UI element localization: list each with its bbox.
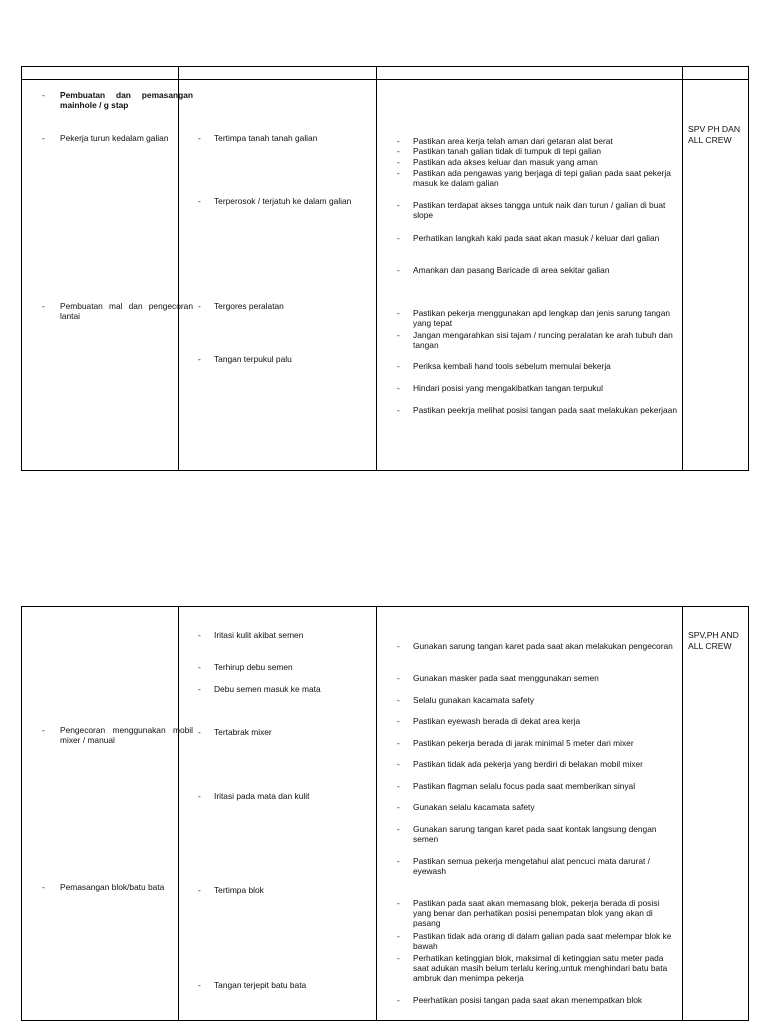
bullet: - xyxy=(397,953,400,963)
control-text: Gunakan masker pada saat menggunakan semen xyxy=(413,673,599,683)
control-text: Pastikan peekrja melihat posisi tangan pada saat melakukan pekerjaan xyxy=(413,405,677,415)
bullet: - xyxy=(397,695,400,705)
bullet: - xyxy=(198,630,201,640)
hazard-text: Tertimpa blok xyxy=(214,885,264,895)
bullet: - xyxy=(198,791,201,801)
bullet: - xyxy=(397,738,400,748)
bullet: - xyxy=(397,383,400,393)
bullet: - xyxy=(397,898,400,908)
bullet: - xyxy=(198,354,201,364)
control-text: Jangan mengarahkan sisi tajam / runcing peralatan ke arah tubuh dan tangan xyxy=(413,330,673,351)
responsible-party: SPV PH DAN ALL CREW xyxy=(688,124,741,145)
control-text: Pastikan semua pekerja mengetahui alat pencuci mata darurat / eyewash xyxy=(413,856,650,877)
control-text: Pastikan pada saat akan memasang blok, pekerja berada di posisi yang benar dan perhatikan posisi penempatan blok yang akan di pasang xyxy=(413,898,660,929)
control-text: Amankan dan pasang Baricade di area sekitar galian xyxy=(413,265,610,275)
bullet: - xyxy=(397,361,400,371)
bullet: - xyxy=(397,716,400,726)
control-text: Pastikan pekerja menggunakan apd lengkap dan jenis sarung tangan yang tepat xyxy=(413,308,671,329)
table-header-row-divider xyxy=(22,79,748,80)
control-text: Pastikan eyewash berada di dekat area kerja xyxy=(413,716,581,726)
hazard-text: Terperosok / terjatuh ke dalam galian xyxy=(214,196,352,206)
hazard-text: Debu semen masuk ke mata xyxy=(214,684,321,694)
bullet: - xyxy=(397,200,400,210)
hazard-text: Tertimpa tanah tanah galian xyxy=(214,133,318,143)
bullet: - xyxy=(397,330,400,340)
control-text: Pastikan terdapat akses tangga untuk naik dan turun / galian di buat slope xyxy=(413,200,666,221)
activity-text: Pengecoran menggunakan mobil mixer / manual xyxy=(60,725,193,746)
bullet: - xyxy=(397,265,400,275)
control-text: Selalu gunakan kacamata safety xyxy=(413,695,535,705)
column-divider xyxy=(682,67,683,470)
bullet: - xyxy=(397,136,400,146)
bullet: - xyxy=(397,146,400,156)
bullet: - xyxy=(397,157,400,167)
column-divider xyxy=(682,607,683,1020)
column-divider xyxy=(178,607,179,1020)
control-text: Pastikan flagman selalu focus pada saat memberikan sinyal xyxy=(413,781,636,791)
bullet: - xyxy=(198,980,201,990)
bullet: - xyxy=(42,882,45,892)
control-text: Hindari posisi yang mengakibatkan tangan terpukul xyxy=(413,383,603,393)
control-text: Pastikan tanah galian tidak di tumpuk di tepi galian xyxy=(413,146,602,156)
control-text: Periksa kembali hand tools sebelum memulai bekerja xyxy=(413,361,611,371)
control-text: Pastikan tidak ada pekerja yang berdiri di belakan mobil mixer xyxy=(413,759,643,769)
bullet: - xyxy=(198,133,201,143)
bullet: - xyxy=(397,168,400,178)
column-divider xyxy=(178,67,179,470)
bullet: - xyxy=(397,405,400,415)
bullet: - xyxy=(397,856,400,866)
bullet: - xyxy=(198,301,201,311)
hazard-text: Tangan terjepit batu bata xyxy=(214,980,307,990)
bullet: - xyxy=(42,301,45,311)
bullet: - xyxy=(198,727,201,737)
control-text: Perhatikan ketinggian blok, maksimal di ketinggian satu meter pada saat adukan masih belum terlalu kering,untuk menghindari batu bata ambruk dan menimpa pekerja xyxy=(413,953,668,984)
activity-text: Pemasangan blok/batu bata xyxy=(60,882,165,892)
control-text: Perhatikan langkah kaki pada saat akan masuk / keluar dari galian xyxy=(413,233,660,243)
hazard-text: Iritasi pada mata dan kulit xyxy=(214,791,310,801)
bullet: - xyxy=(198,662,201,672)
bullet: - xyxy=(397,673,400,683)
bullet: - xyxy=(42,133,45,143)
bullet: - xyxy=(397,931,400,941)
bullet: - xyxy=(397,233,400,243)
control-text: Pastikan ada akses keluar dan masuk yang aman xyxy=(413,157,598,167)
control-text: Gunakan sarung tangan karet pada saat akan melakukan pengecoran xyxy=(413,641,673,651)
hazard-table-1 xyxy=(21,66,749,471)
activity-text: Pekerja turun kedalam galian xyxy=(60,133,169,143)
bullet: - xyxy=(397,995,400,1005)
control-text: Gunakan selalu kacamata safety xyxy=(413,802,535,812)
bullet: - xyxy=(397,641,400,651)
bullet: - xyxy=(397,802,400,812)
control-text: Pastikan pekerja berada di jarak minimal 5 meter dari mixer xyxy=(413,738,634,748)
hazard-text: Tertabrak mixer xyxy=(214,727,272,737)
bullet: - xyxy=(42,90,45,100)
bullet: - xyxy=(42,725,45,735)
bullet: - xyxy=(198,885,201,895)
control-text: Gunakan sarung tangan karet pada saat kontak langsung dengan semen xyxy=(413,824,657,845)
hazard-text: Iritasi kulit akibat semen xyxy=(214,630,304,640)
activity-text: Pembuatan mal dan pengecoran lantai xyxy=(60,301,193,322)
bullet: - xyxy=(198,684,201,694)
control-text: Peerhatikan posisi tangan pada saat akan menempatkan blok xyxy=(413,995,643,1005)
control-text: Pastikan tidak ada orang di dalam galian pada saat melempar blok ke bawah xyxy=(413,931,672,952)
bullet: - xyxy=(397,759,400,769)
hazard-text: Terhirup debu semen xyxy=(214,662,293,672)
hazard-text: Tangan terpukul palu xyxy=(214,354,292,364)
bullet: - xyxy=(397,824,400,834)
hazard-table-2 xyxy=(21,606,749,1021)
activity-text: Pembuatan dan pemasangan mainhole / g stap xyxy=(60,90,193,111)
control-text: Pastikan ada pengawas yang berjaga di tepi galian pada saat pekerja masuk ke dalam galian xyxy=(413,168,671,189)
responsible-party: SPV,PH AND ALL CREW xyxy=(688,630,739,651)
bullet: - xyxy=(397,308,400,318)
control-text: Pastikan area kerja telah aman dari getaran alat berat xyxy=(413,136,613,146)
column-divider xyxy=(376,67,377,470)
bullet: - xyxy=(397,781,400,791)
bullet: - xyxy=(198,196,201,206)
hazard-text: Tergores peralatan xyxy=(214,301,284,311)
